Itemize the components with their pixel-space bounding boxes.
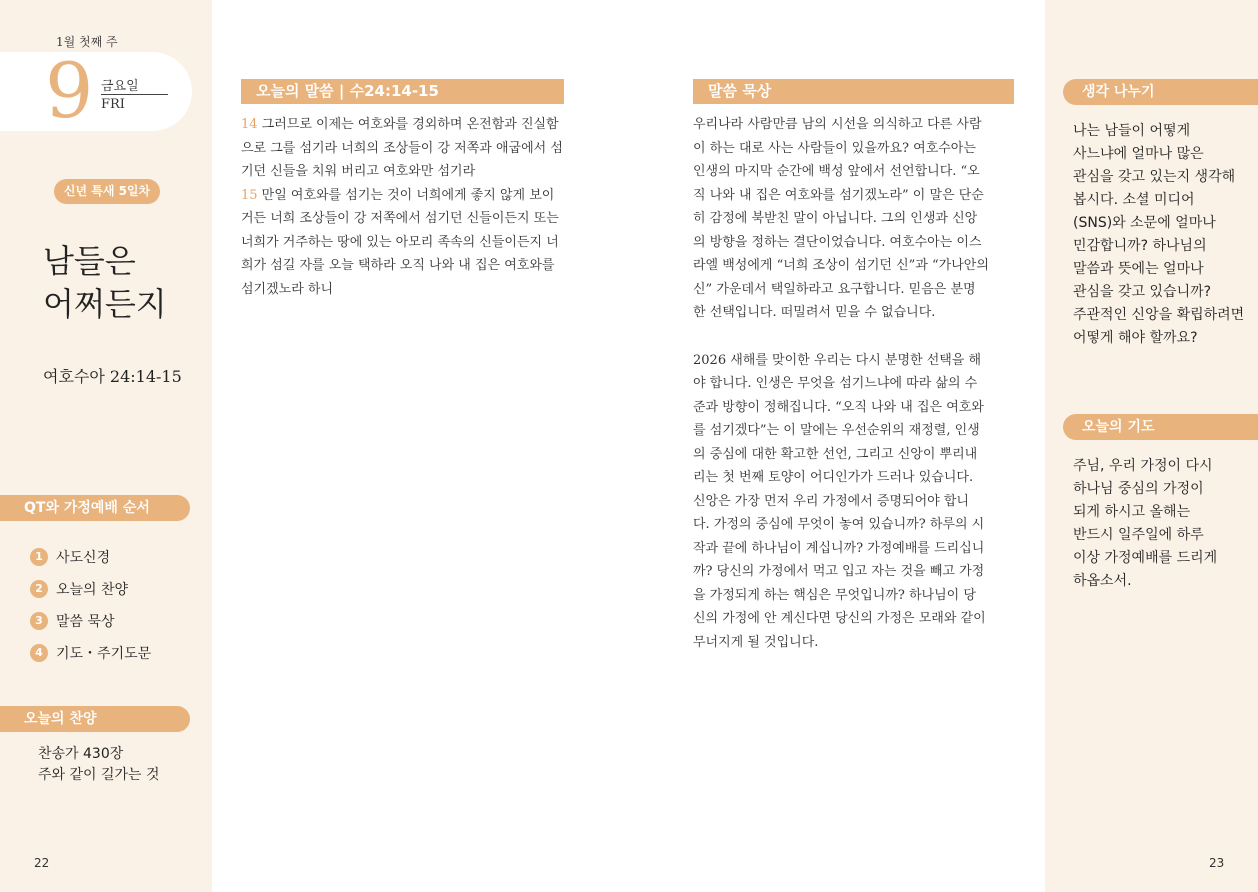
prayer-section-title: 오늘의 기도	[1063, 414, 1258, 440]
meditation-line: 히 감정에 북받친 말이 아닙니다. 그의 인생과 신앙	[693, 211, 978, 226]
paragraph-gap	[693, 325, 1015, 349]
order-item	[30, 541, 151, 573]
meditation-line: 신앙은 가장 먼저 우리 가정에서 증명되어야 합니	[693, 493, 969, 509]
share-line: 봅시다. 소셜 미디어	[1073, 192, 1195, 208]
meditation-line: 를 섬기겠다”는 이 말에는 우선순위의 재정렬, 인생	[693, 423, 980, 438]
share-section-title: 생각 나누기	[1063, 79, 1258, 105]
hymn-section-title: 오늘의 찬양	[0, 706, 190, 732]
verse-text: 그러므로 이제는 여호와를 경외하며 온전함과 진실함으로 그를 섬기라 너희의 조상들이 강 저쪽과 애굽에서 섬기던 신들을 치워 버리고 여호와만 섬기라	[241, 117, 563, 179]
order-number-icon: 4	[30, 644, 48, 662]
meditation-line: 직 나와 내 집은 여호와를 섬기겠노라” 이 말은 단순	[693, 187, 984, 203]
prayer-line: 이상 가정예배를 드리게	[1073, 550, 1218, 566]
share-line: 어떻게 해야 할까요?	[1073, 330, 1198, 346]
verse-number: 15	[241, 187, 258, 203]
meditation-text	[693, 113, 1015, 654]
hymn-line: 찬송가 430장	[38, 746, 124, 762]
order-item	[30, 605, 151, 637]
day-korean: 금요일	[101, 79, 139, 94]
meditation-line: 2026 새해를 맞이한 우리는 다시 분명한 선택을 해	[693, 352, 982, 368]
day-divider	[101, 94, 168, 95]
meditation-line: 의 방향을 정하는 결단이었습니다. 여호수아는 이스	[693, 234, 982, 250]
share-line: 나는 남들이 어떻게	[1073, 123, 1191, 139]
share-line: 주관적인 신앙을 확립하려면	[1073, 307, 1245, 323]
order-number-icon: 2	[30, 580, 48, 598]
share-line: 사느냐에 얼마나 많은	[1073, 146, 1204, 162]
bible-passage	[241, 113, 564, 301]
page-number-right: 23	[1209, 856, 1225, 870]
hymn-line: 주와 같이 길가는 것	[38, 767, 160, 783]
order-list	[30, 541, 151, 669]
share-line: 말씀과 뜻에는 얼마나	[1073, 261, 1204, 277]
meditation-line: 준과 방향이 정해집니다. “오직 나와 내 집은 여호와	[693, 399, 984, 415]
verse	[241, 184, 564, 302]
order-item	[30, 637, 151, 669]
verse	[241, 113, 564, 184]
meditation-line: 까? 당신의 가정에서 먹고 입고 자는 것을 빼고 가정	[693, 564, 985, 579]
order-label: 오늘의 찬양	[56, 582, 129, 598]
meditation-line: 을 가정되게 하는 핵심은 무엇입니까? 하나님이 당	[693, 587, 976, 603]
meditation-header: 말씀 묵상	[693, 79, 1014, 104]
prayer-line: 주님, 우리 가정이 다시	[1073, 458, 1213, 474]
meditation-line: 다. 가정의 중심에 무엇이 놓여 있습니까? 하루의 시	[693, 517, 985, 532]
prayer-line: 하옵소서.	[1073, 573, 1132, 589]
scripture-reference: 여호수아 24:14-15	[43, 367, 182, 386]
prayer-text	[1073, 455, 1217, 593]
page-title-line: 어쩌든지	[43, 285, 167, 323]
prayer-line: 되게 하시고 올해는	[1073, 504, 1191, 520]
meditation-line: 의 중심에 대한 확고한 선언, 그리고 신앙이 뿌리내	[693, 446, 978, 462]
word-header: 오늘의 말씀 | 수24:14-15	[241, 79, 564, 104]
order-number-icon: 3	[30, 612, 48, 630]
special-prayer-badge: 신년 특새 5일차	[54, 179, 160, 204]
order-label: 사도신경	[56, 550, 111, 566]
page-number-left: 22	[34, 856, 50, 870]
meditation-line: 우리나라 사람만큼 남의 시선을 의식하고 다른 사람	[693, 117, 982, 132]
share-text	[1073, 120, 1244, 350]
left-sidebar	[0, 0, 212, 892]
week-label: 1월 첫째 주	[56, 35, 118, 49]
meditation-line: 한 선택입니다. 떠밀려서 믿을 수 없습니다.	[693, 305, 936, 320]
page-title	[43, 240, 167, 326]
share-line: (SNS)와 소문에 얼마나	[1073, 215, 1216, 231]
meditation-line: 무너지게 될 것입니다.	[693, 634, 819, 650]
prayer-line: 반드시 일주일에 하루	[1073, 527, 1204, 543]
prayer-line: 하나님 중심의 가정이	[1073, 481, 1204, 497]
meditation-line: 이 하는 대로 사는 사람들이 있을까요? 여호수아는	[693, 140, 976, 156]
order-number-icon: 1	[30, 548, 48, 566]
day-number: 9	[45, 46, 94, 135]
share-line: 관심을 갖고 있습니까?	[1073, 284, 1212, 300]
meditation-line: 인생의 마지막 순간에 백성 앞에서 선언합니다. “오	[693, 164, 980, 179]
share-line: 민감합니까? 하나님의	[1073, 238, 1207, 254]
order-label: 기도・주기도문	[56, 646, 152, 662]
hymn-text	[38, 744, 160, 786]
day-english: FRI	[101, 97, 125, 112]
order-label: 말씀 묵상	[56, 614, 115, 630]
page-title-line: 남들은	[43, 242, 136, 280]
meditation-line: 리는 첫 번째 토양이 어디인가가 드러나 있습니다.	[693, 470, 974, 485]
meditation-line: 신의 가정에 안 계신다면 당신의 가정은 모래와 같이	[693, 611, 986, 626]
order-section-title: QT와 가정예배 순서	[0, 495, 190, 521]
meditation-line: 야 합니다. 인생은 무엇을 섬기느냐에 따라 삶의 수	[693, 376, 978, 391]
date-pill	[0, 52, 192, 131]
share-line: 관심을 갖고 있는지 생각해	[1073, 169, 1236, 185]
meditation-line: 라엘 백성에게 “너희 조상이 섬기던 신”과 “가나안의	[693, 258, 989, 273]
meditation-line: 작과 끝에 하나님이 계십니까? 가정예배를 드리십니	[693, 540, 985, 556]
meditation-line: 신” 가운데서 택일하라고 요구합니다. 믿음은 분명	[693, 281, 976, 297]
verse-text: 만일 여호와를 섬기는 것이 너희에게 좋지 않게 보이거든 너희 조상들이 강 저쪽에서 섬기던 신들이든지 또는 너희가 거주하는 땅에 있는 아모리 족속의 신들이든지 너희가 섬길 자를 오늘 택하라 오직 나와 내 집은 여호와를 섬기겠노라 하니	[241, 187, 559, 297]
order-item	[30, 573, 151, 605]
verse-number: 14	[241, 117, 258, 132]
